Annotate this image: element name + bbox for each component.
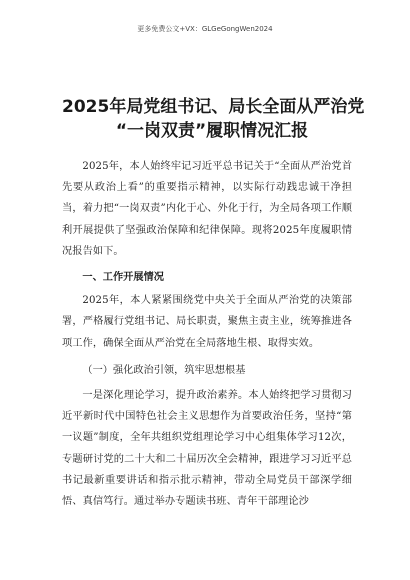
subsection-1-paragraph: 一是深化理论学习，提升政治素养。本人始终把学习贯彻习近平新时代中国特色社会主义思想作为首要政治任务，坚持“第一议题”制度，全年共组织党组理论学习中心组集体学习12次，专题研讨党的二十大和二十届历次全会精神，跟进学习习近平总书记最新重要讲话和指示批示精神，带动全局党员干部深学细悟、真信笃行。通过举办专题读书班、青年干部理论沙 xyxy=(62,390,352,508)
section-heading-1: 一、工作开展情况 xyxy=(82,272,164,284)
document-body xyxy=(62,156,352,512)
document-title-line-2: “一岗双责”履职情况汇报 xyxy=(115,121,309,141)
section-1-paragraph: 2025年，本人紧紧围绕党中央关于全面从严治党的决策部署，严格履行党组书记、局长职责，聚焦主责主业，统筹推进各项工作，确保全面从严治党在全局落地生根、取得实效。 xyxy=(62,295,352,349)
intro-paragraph: 2025年，本人始终牢记习近平总书记关于“全面从严治党首先要从政治上看”的重要指示精神，以实际行动践忠诚干净担当，着力把“一岗双责”内化于心、外化于行，为全局各项工作顺利开展提供了坚强政治保障和纪律保障。现将2025年度履职情况报告如下。 xyxy=(62,161,352,257)
document-title-line-1: 2025年局党组书记、局长全面从严治党 xyxy=(62,97,365,117)
subsection-heading-1: （一）强化政治引领，筑牢思想根基 xyxy=(82,364,246,376)
header-note: 更多免费公文+VX：GLGeGongWen2024 xyxy=(137,25,273,33)
